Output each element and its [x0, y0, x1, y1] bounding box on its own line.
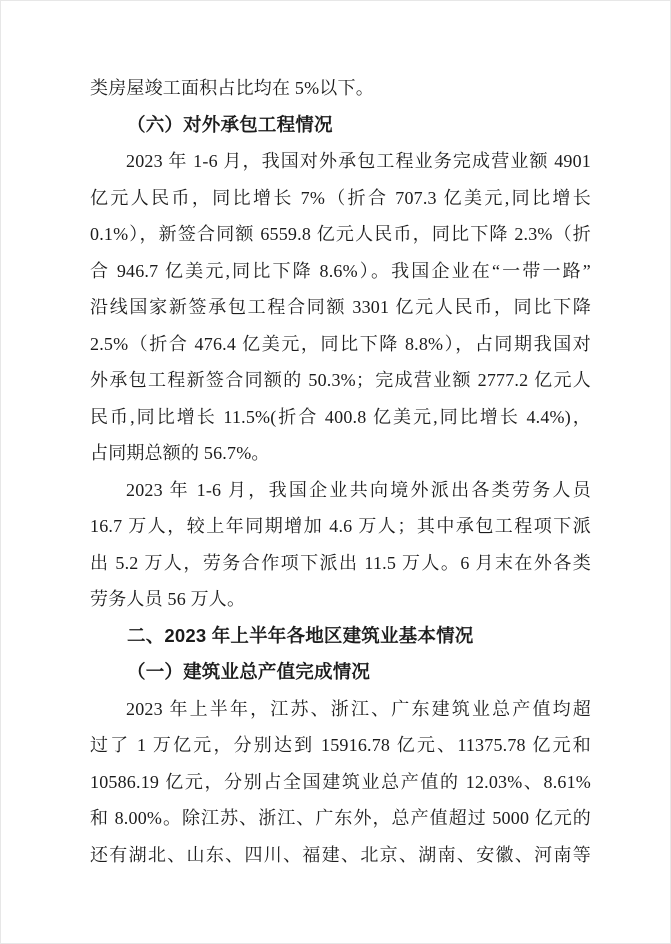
text-line: 占同期总额的 56.7%。	[90, 443, 270, 463]
text-line: 10586.19 亿元，分别占全国建筑业总产值的 12.03%、8.61%	[90, 771, 591, 792]
text-line: 还有湖北、山东、四川、福建、北京、湖南、安徽、河南等	[90, 844, 591, 865]
text-line: 沿线国家新签承包工程合同额 3301 亿元人民币，同比下降	[90, 297, 591, 317]
text-line: 2023 年上半年，江苏、浙江、广东建筑业总产值均超	[126, 698, 591, 719]
text-line: 2023 年 1-6 月，我国企业共向境外派出各类劳务人员	[126, 479, 591, 500]
text-line: 亿元人民币，同比增长 7%（折合 707.3 亿美元,同比增长	[90, 187, 591, 208]
text-line: 过了 1 万亿元，分别达到 15916.78 亿元、11375.78 亿元和	[90, 735, 591, 755]
text-line: 类房屋竣工面积占比均在 5%以下。	[90, 78, 374, 98]
text-line: 2.5%（折合 476.4 亿美元，同比下降 8.8%），占同期我国对	[90, 333, 591, 354]
text-line: 2023 年 1-6 月，我国对外承包工程业务完成营业额 4901	[126, 151, 591, 171]
section-heading: （六）对外承包工程情况	[127, 113, 333, 135]
section-heading: 二、2023 年上半年各地区建筑业基本情况	[127, 624, 474, 646]
text-line: 外承包工程新签合同额的 50.3%；完成营业额 2777.2 亿元人	[90, 370, 591, 390]
text-line: 和 8.00%。除江苏、浙江、广东外，总产值超过 5000 亿元的	[90, 808, 591, 828]
text-line: 出 5.2 万人，劳务合作项下派出 11.5 万人。6 月末在外各类	[90, 552, 591, 573]
text-line: 合 946.7 亿美元,同比下降 8.6%）。我国企业在“一带一路”	[90, 260, 591, 281]
text-line: 0.1%），新签合同额 6559.8 亿元人民币，同比下降 2.3%（折	[90, 224, 591, 244]
text-line: 16.7 万人，较上年同期增加 4.6 万人；其中承包工程项下派	[90, 516, 591, 536]
text-block	[90, 70, 591, 873]
text-line: 民币,同比增长 11.5%(折合 400.8 亿美元,同比增长 4.4%)，	[90, 406, 591, 427]
section-heading: （一）建筑业总产值完成情况	[127, 661, 371, 682]
text-line: 劳务人员 56 万人。	[90, 589, 246, 609]
